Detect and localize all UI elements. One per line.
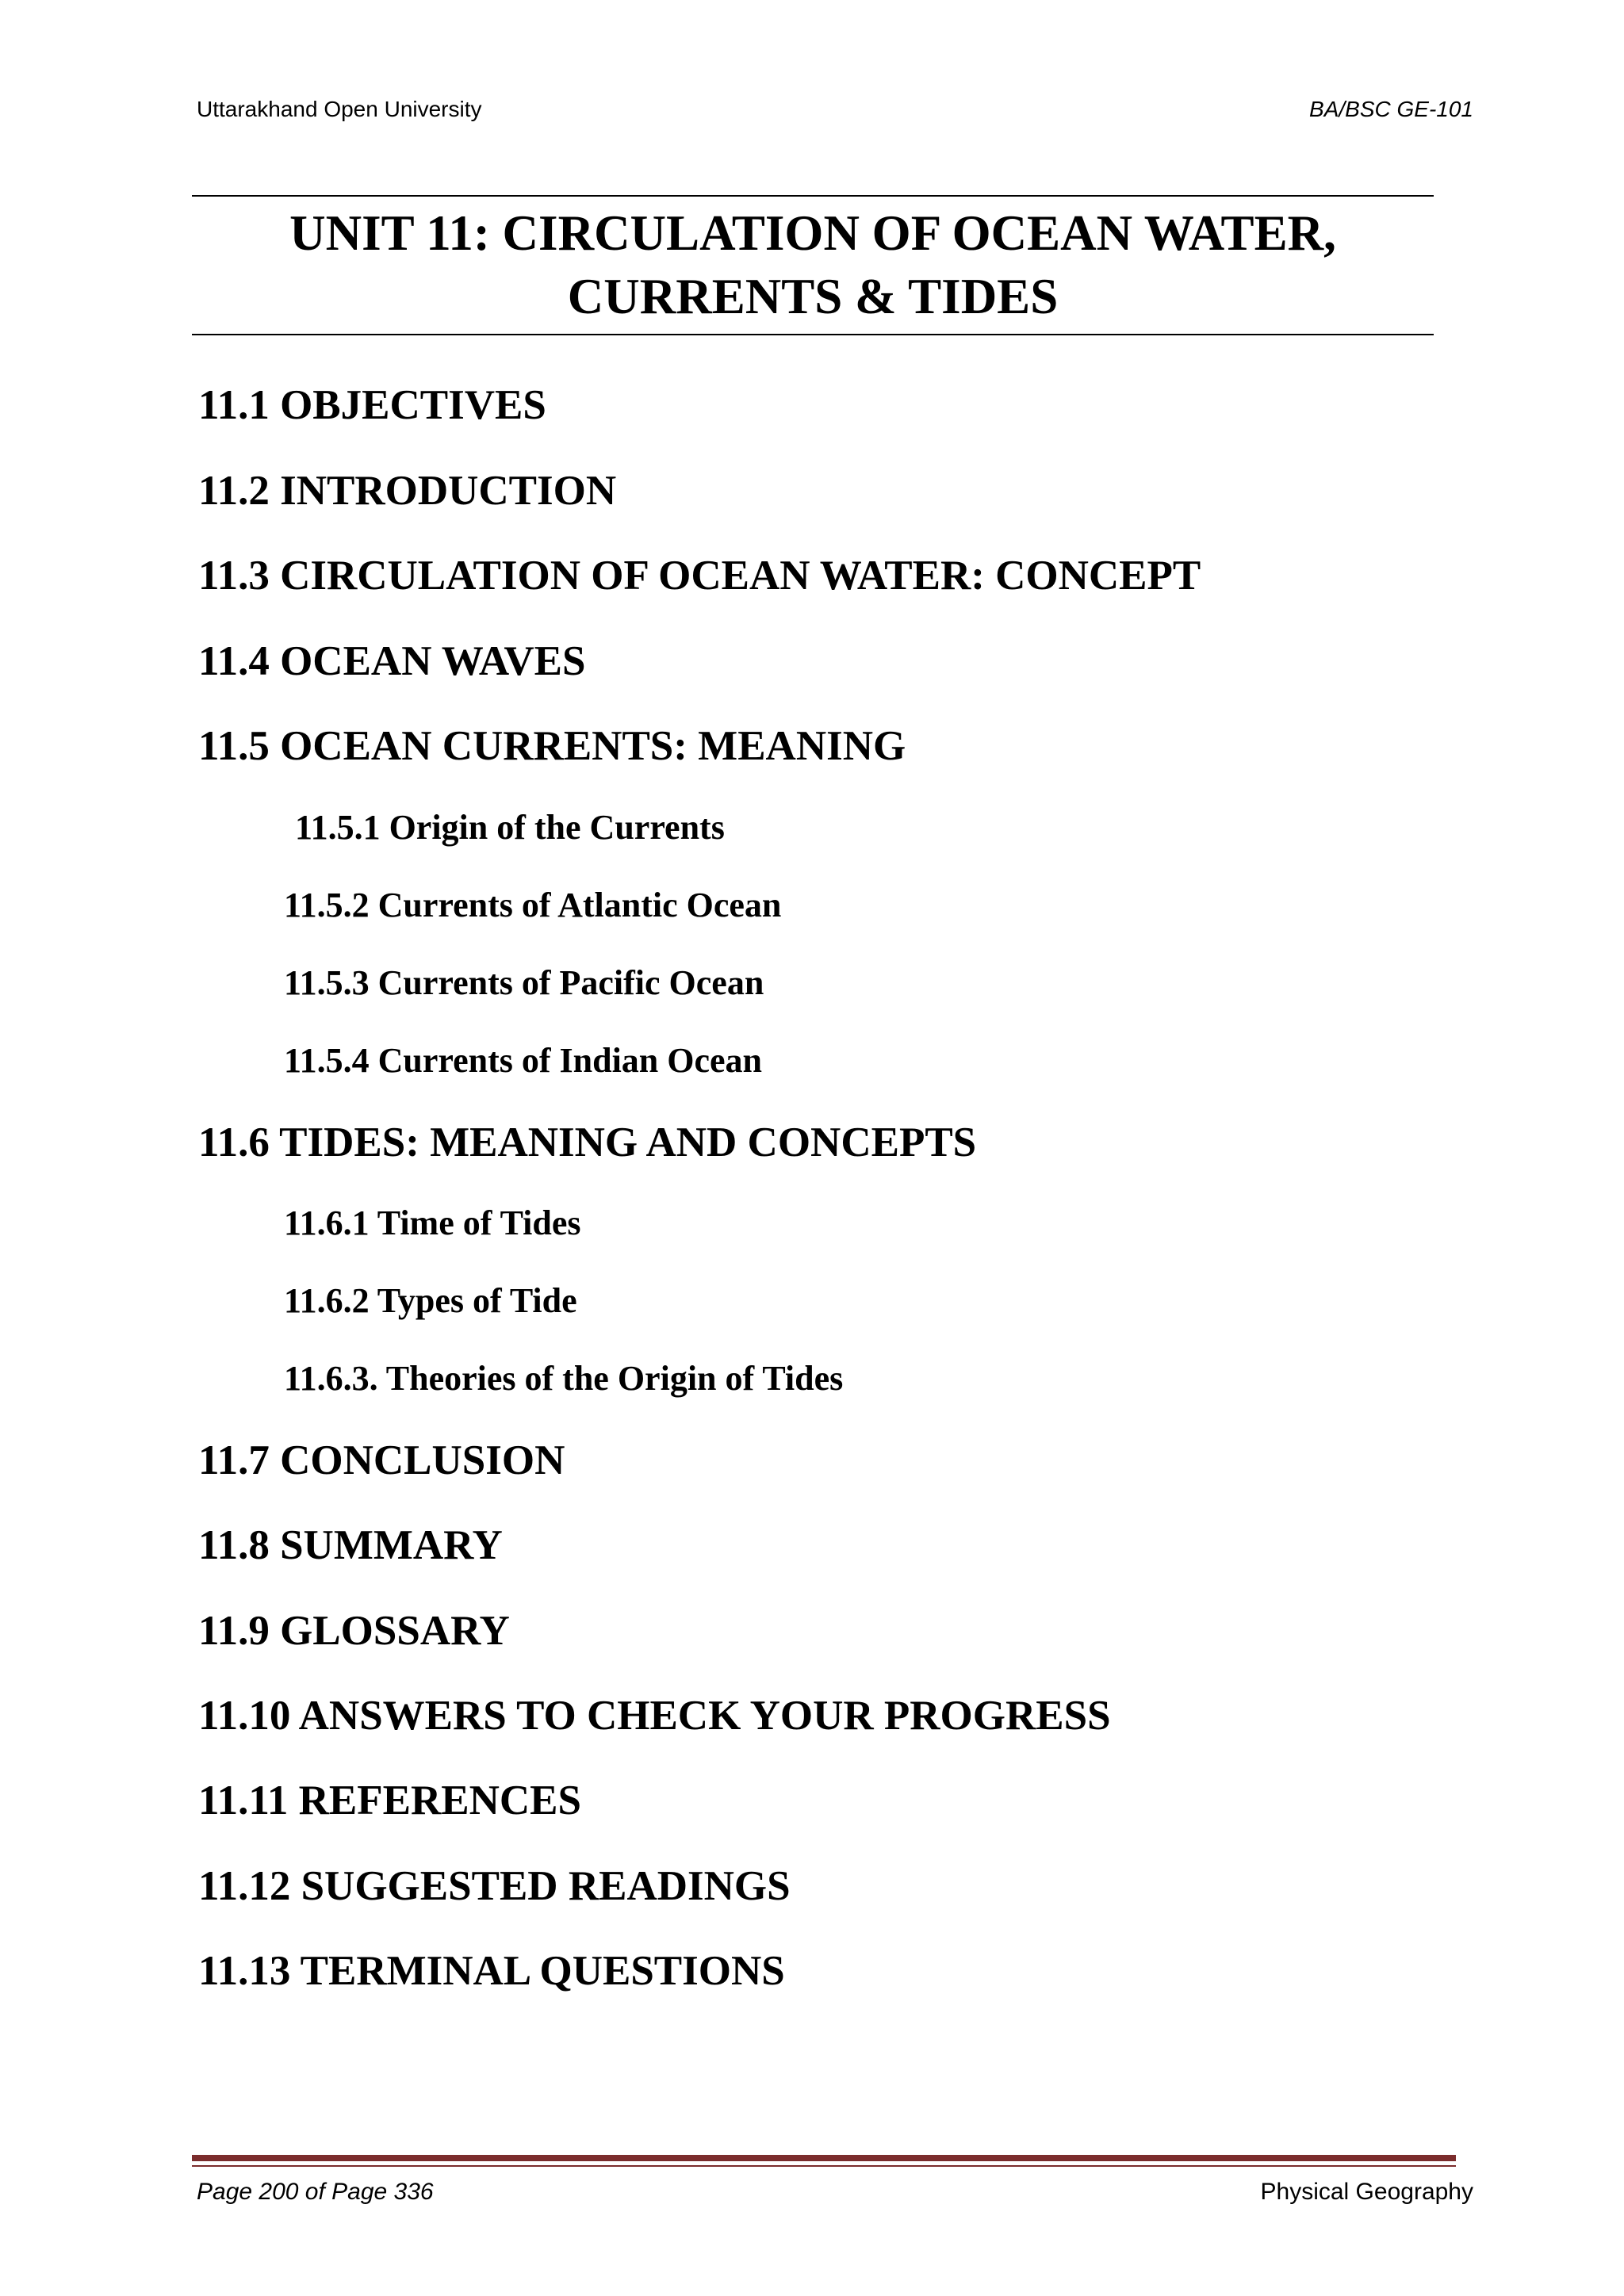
toc-item-11-5-4: 11.5.4 Currents of Indian Ocean — [284, 1041, 763, 1080]
toc-item-11-1: 11.1 OBJECTIVES — [198, 382, 546, 428]
header-university: Uttarakhand Open University — [197, 97, 482, 121]
title-top-rule — [192, 195, 1434, 197]
toc-item-11-7: 11.7 CONCLUSION — [198, 1437, 565, 1483]
toc-item-11-11: 11.11 REFERENCES — [198, 1777, 582, 1823]
footer-thin-rule — [192, 2165, 1456, 2167]
title-bottom-rule — [192, 334, 1434, 335]
footer-subject: Physical Geography — [1260, 2179, 1473, 2205]
toc-item-11-2: 11.2 INTRODUCTION — [198, 468, 617, 514]
toc-item-11-3: 11.3 CIRCULATION OF OCEAN WATER: CONCEPT — [198, 553, 1201, 599]
toc-item-11-12: 11.12 SUGGESTED READINGS — [198, 1863, 791, 1909]
toc-item-11-5-3: 11.5.3 Currents of Pacific Ocean — [284, 963, 764, 1002]
toc-item-11-6-1: 11.6.1 Time of Tides — [284, 1203, 581, 1242]
unit-title — [192, 201, 1434, 328]
toc-item-11-6: 11.6 TIDES: MEANING AND CONCEPTS — [198, 1119, 977, 1165]
footer-thick-rule — [192, 2155, 1456, 2161]
toc-item-11-9: 11.9 GLOSSARY — [198, 1608, 510, 1654]
toc-item-11-4: 11.4 OCEAN WAVES — [198, 638, 586, 684]
footer-page-number: Page 200 of Page 336 — [197, 2179, 434, 2205]
unit-title-line-1: UNIT 11: CIRCULATION OF OCEAN WATER, — [289, 205, 1336, 261]
toc-item-11-5: 11.5 OCEAN CURRENTS: MEANING — [198, 723, 906, 769]
toc-item-11-5-2: 11.5.2 Currents of Atlantic Ocean — [284, 886, 782, 924]
toc-item-11-8: 11.8 SUMMARY — [198, 1522, 503, 1568]
toc-item-11-6-3: 11.6.3. Theories of the Origin of Tides — [284, 1359, 844, 1398]
unit-title-line-2: CURRENTS & TIDES — [567, 269, 1059, 324]
toc-item-11-6-2: 11.6.2 Types of Tide — [284, 1281, 577, 1320]
toc-item-11-10: 11.10 ANSWERS TO CHECK YOUR PROGRESS — [198, 1693, 1111, 1739]
header-course-code: BA/BSC GE-101 — [1309, 97, 1473, 121]
toc-item-11-13: 11.13 TERMINAL QUESTIONS — [198, 1948, 785, 1994]
toc-item-11-5-1: 11.5.1 Origin of the Currents — [295, 808, 725, 847]
